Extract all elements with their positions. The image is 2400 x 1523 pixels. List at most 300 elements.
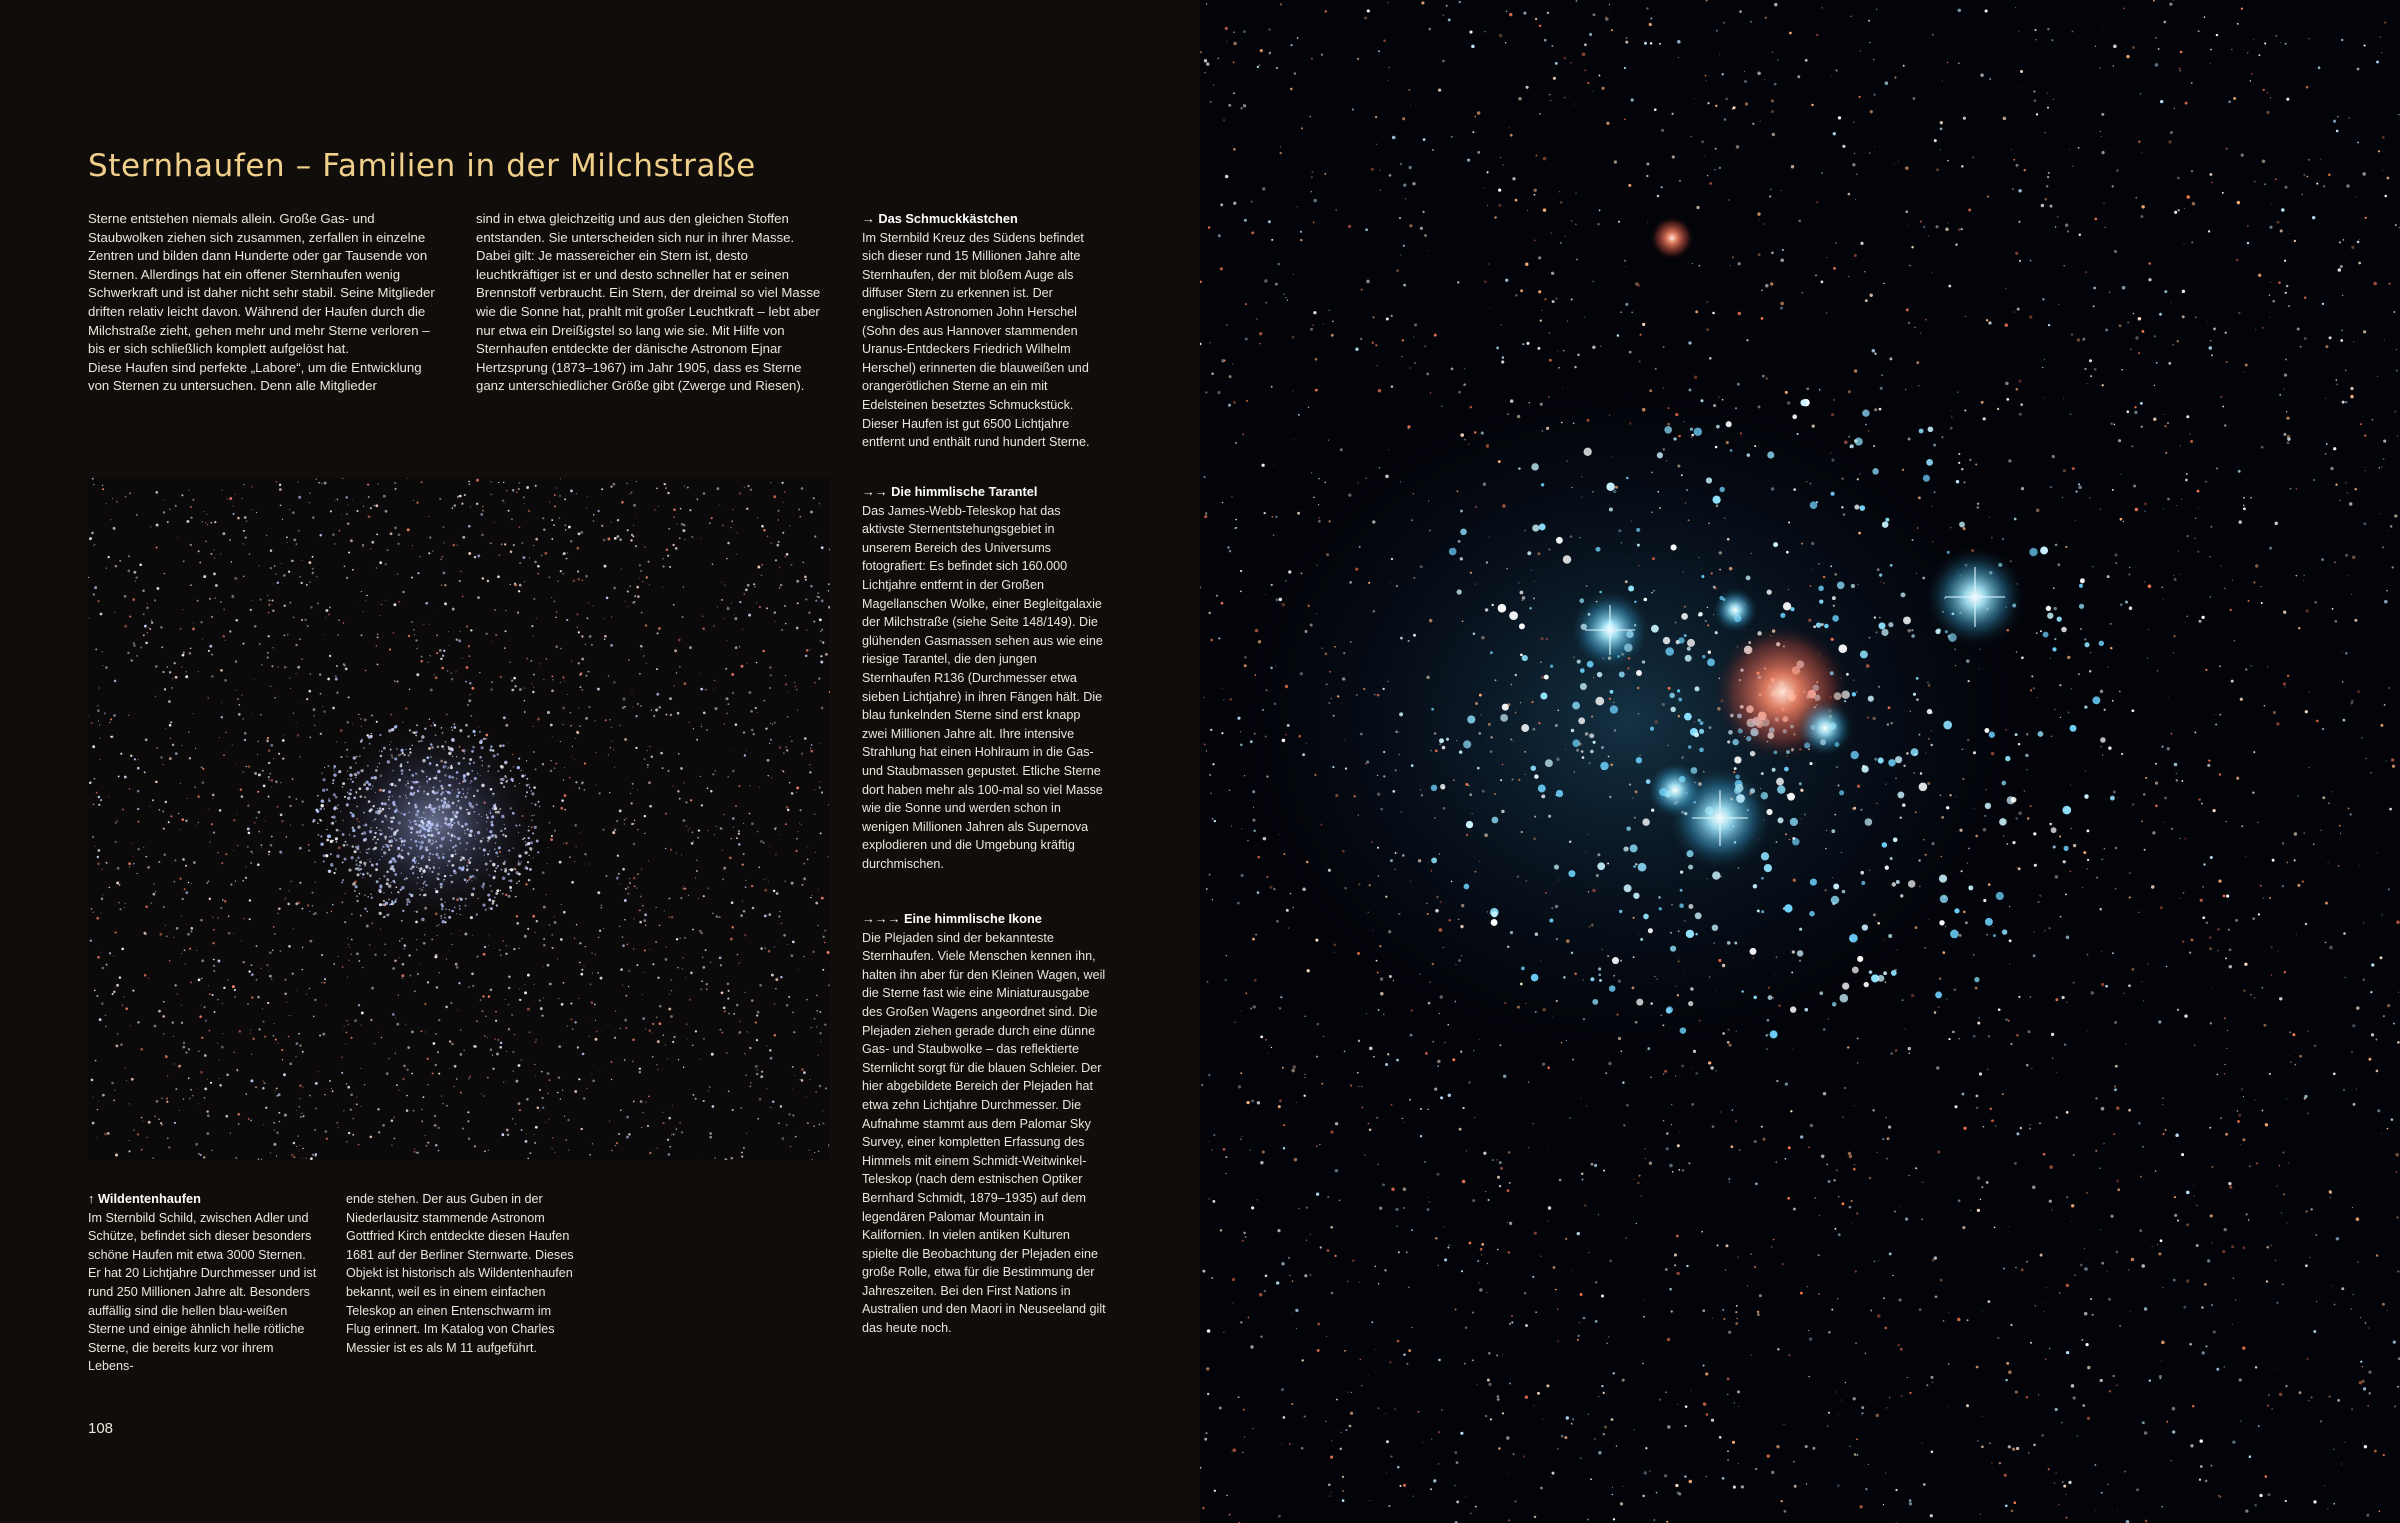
star [781, 629, 783, 631]
star [1556, 757, 1560, 761]
star [575, 738, 576, 739]
star [468, 655, 470, 657]
star [778, 915, 780, 917]
star [592, 973, 593, 974]
star [366, 595, 367, 596]
star [113, 527, 116, 530]
star [1679, 180, 1681, 182]
star [652, 963, 654, 965]
star [457, 497, 458, 498]
star [821, 599, 824, 602]
star [122, 1005, 123, 1006]
star [2384, 195, 2386, 197]
star [513, 677, 516, 680]
star [406, 1095, 407, 1096]
star [534, 984, 535, 985]
star [543, 938, 545, 940]
star [172, 1022, 174, 1024]
star [562, 982, 564, 984]
star [700, 673, 701, 674]
star [250, 1029, 251, 1030]
star [1970, 1210, 1971, 1211]
star [1750, 1253, 1751, 1254]
star [819, 787, 821, 789]
star [1656, 1492, 1658, 1494]
star [2114, 424, 2116, 426]
star [504, 502, 505, 503]
star [2260, 586, 2261, 587]
star [143, 932, 146, 935]
star [648, 781, 651, 784]
star [529, 1152, 531, 1154]
star [818, 889, 819, 890]
star [451, 933, 452, 934]
star [160, 756, 162, 758]
star [91, 532, 94, 535]
star [632, 707, 633, 708]
star [229, 539, 231, 541]
star [428, 552, 430, 554]
star [736, 837, 738, 839]
star [1243, 30, 1246, 33]
star [618, 873, 620, 875]
star [1526, 86, 1529, 89]
star [670, 1015, 673, 1018]
star [1254, 979, 1257, 982]
star [2340, 265, 2343, 268]
star [310, 1157, 313, 1160]
star [327, 678, 330, 681]
star [2020, 70, 2023, 73]
star [2164, 290, 2167, 293]
star [1892, 1275, 1893, 1276]
star [1507, 413, 1509, 415]
star [2206, 922, 2209, 925]
star [620, 1109, 621, 1110]
star [667, 492, 669, 494]
star [244, 732, 247, 735]
star [140, 646, 142, 648]
star [1939, 977, 1941, 979]
star [731, 838, 732, 839]
star [1280, 996, 1282, 998]
star [251, 973, 254, 976]
star [1206, 888, 1208, 890]
star [1342, 1499, 1345, 1502]
star [492, 1055, 493, 1056]
star [185, 1052, 187, 1054]
star [534, 561, 537, 564]
star [575, 781, 577, 783]
star [205, 541, 206, 542]
star [155, 491, 158, 494]
star [189, 585, 190, 586]
star [589, 864, 590, 865]
star [1946, 999, 1947, 1000]
star [665, 714, 667, 716]
star [1540, 1256, 1541, 1257]
star [1634, 1429, 1635, 1430]
star [2376, 1070, 2379, 1073]
star [658, 506, 659, 507]
intro-paragraph-1: Sterne entstehen niemals allein. Große Gas- und Staubwolken ziehen sich zusammen, zerfallen in einzelne Zentren und bilden dann Hunderte oder gar Tausende von Sternen. Allerdings hat ein offener Sternhaufen wenig Schwerkraft und ist daher nicht sehr stabil. Seine Mitglieder driften relativ leicht davon. Während der Haufen durch die Milchstraße zieht, gehen mehr und mehr Sterne verloren – bis er sich schließlich komplett aufgelöst hat. [88, 211, 435, 357]
star [226, 1115, 229, 1118]
star [296, 1110, 297, 1111]
star [2105, 985, 2108, 988]
star [2240, 698, 2243, 701]
star [1961, 870, 1963, 872]
star [233, 819, 236, 822]
star [1961, 165, 1963, 167]
star [2154, 385, 2155, 386]
star [95, 846, 96, 847]
star [1988, 1035, 1991, 1038]
star [640, 705, 642, 707]
star [774, 722, 776, 724]
star [821, 897, 824, 900]
star [608, 755, 609, 756]
star [1640, 755, 1641, 756]
star [338, 1127, 339, 1128]
star [2101, 113, 2104, 116]
star [1806, 387, 1809, 390]
star [1383, 751, 1385, 753]
star [1523, 1455, 1525, 1457]
star [384, 954, 386, 956]
star [2231, 1245, 2234, 1248]
star [1886, 1407, 1887, 1408]
star [1538, 256, 1541, 259]
star [512, 489, 515, 492]
star [2051, 736, 2053, 738]
star [269, 951, 272, 954]
star [1255, 629, 1258, 632]
star [1785, 1158, 1787, 1160]
star [362, 967, 363, 968]
star [472, 985, 474, 987]
star [1967, 863, 1968, 864]
star [96, 1137, 97, 1138]
star [257, 996, 260, 999]
star [2141, 821, 2143, 823]
star [262, 1080, 263, 1081]
star [585, 575, 588, 578]
star [254, 772, 257, 775]
star [258, 773, 261, 776]
star [514, 685, 516, 687]
star [526, 1133, 527, 1134]
star [719, 957, 722, 960]
star [2359, 1381, 2362, 1384]
star [145, 642, 148, 645]
star [2111, 1215, 2114, 1218]
star [790, 1146, 791, 1147]
star [2057, 563, 2060, 566]
star [612, 831, 615, 834]
star [2387, 1128, 2389, 1130]
star [543, 998, 544, 999]
star [531, 683, 532, 684]
star [814, 682, 815, 683]
star [228, 979, 229, 980]
star [1555, 1289, 1557, 1291]
star [129, 866, 130, 867]
star [639, 921, 642, 924]
star [668, 1153, 671, 1156]
star [761, 575, 763, 577]
star [518, 488, 520, 490]
star [578, 631, 580, 633]
star [1835, 242, 1837, 244]
star [132, 989, 134, 991]
star [184, 949, 186, 951]
star [1524, 530, 1526, 532]
star [455, 671, 457, 673]
star [715, 707, 718, 710]
star [243, 576, 244, 577]
star [261, 1159, 262, 1160]
star [775, 854, 777, 856]
star [201, 1037, 203, 1039]
star [417, 1152, 419, 1154]
star [291, 881, 292, 882]
star [819, 503, 820, 504]
star [2392, 765, 2395, 768]
star [299, 882, 301, 884]
star [577, 547, 580, 550]
star [2225, 1133, 2228, 1136]
star [122, 809, 124, 811]
star [270, 844, 273, 847]
star [2095, 218, 2098, 221]
star [257, 863, 260, 866]
star [219, 737, 220, 738]
star [1962, 778, 1964, 780]
star [1659, 43, 1661, 45]
star [560, 1098, 561, 1099]
star [1285, 297, 1286, 298]
star [819, 781, 820, 782]
star [325, 1004, 327, 1006]
star [2135, 336, 2138, 339]
star [772, 1100, 775, 1103]
star [650, 949, 651, 950]
star [151, 619, 153, 621]
star [1831, 413, 1834, 416]
star [376, 534, 378, 536]
star [2018, 867, 2021, 870]
star [293, 712, 294, 713]
star [2315, 1234, 2317, 1236]
star [2021, 1268, 2024, 1271]
star [1634, 817, 1636, 819]
star [792, 1114, 794, 1116]
star [755, 1022, 757, 1024]
star [220, 907, 222, 909]
star [793, 1031, 795, 1033]
star [699, 1059, 700, 1060]
star [2322, 796, 2325, 799]
star [656, 907, 657, 908]
star [214, 597, 216, 599]
star [1934, 1011, 1937, 1014]
star [313, 914, 314, 915]
star [2003, 117, 2007, 121]
star [592, 1143, 594, 1145]
star [812, 951, 815, 954]
star [591, 644, 593, 646]
star [603, 539, 606, 542]
star [1881, 374, 1883, 376]
star [696, 860, 697, 861]
star [1597, 853, 1600, 856]
star [1932, 34, 1934, 36]
star [2205, 1480, 2208, 1483]
star [1248, 1317, 1250, 1319]
star [279, 851, 282, 854]
star [519, 526, 521, 528]
star [427, 1142, 429, 1144]
star [738, 962, 740, 964]
star [727, 703, 729, 705]
star [1952, 1031, 1955, 1034]
star [1334, 646, 1336, 648]
star [679, 666, 681, 668]
star [2189, 434, 2190, 435]
star [1587, 1519, 1589, 1521]
star [1868, 430, 1869, 431]
star [415, 639, 417, 641]
star [2155, 1170, 2156, 1171]
star [289, 890, 290, 891]
star [611, 616, 612, 617]
star [309, 911, 310, 912]
star [282, 757, 284, 759]
star [633, 525, 634, 526]
star [242, 498, 243, 499]
star [2382, 170, 2383, 171]
star [819, 618, 822, 621]
star [519, 999, 521, 1001]
star [629, 878, 630, 879]
star [211, 823, 213, 825]
star [637, 829, 639, 831]
star [1448, 1094, 1451, 1097]
star [252, 1038, 254, 1040]
star [459, 631, 460, 632]
star [402, 978, 404, 980]
star [99, 1018, 102, 1021]
star [1240, 1138, 1242, 1140]
star [759, 606, 761, 608]
star [1413, 336, 1415, 338]
star [279, 1121, 280, 1122]
star [2163, 822, 2164, 823]
star [1337, 695, 1339, 697]
star [360, 1025, 361, 1026]
star [564, 1115, 565, 1116]
star [2262, 327, 2264, 329]
star [626, 1116, 629, 1119]
star [1873, 445, 1875, 447]
star [499, 554, 500, 555]
star [651, 756, 653, 758]
star [281, 820, 283, 822]
star [146, 1137, 148, 1139]
star [560, 570, 562, 572]
star [247, 827, 250, 830]
star [336, 741, 337, 742]
star [2218, 1495, 2220, 1497]
star [169, 508, 171, 510]
star [97, 856, 99, 858]
star [2128, 984, 2131, 987]
star [2185, 102, 2188, 105]
star [1311, 171, 1313, 173]
star [2164, 797, 2167, 800]
star [563, 779, 564, 780]
star [725, 668, 727, 670]
star [439, 1073, 441, 1075]
star [1666, 1147, 1669, 1150]
star [220, 669, 223, 672]
star [1385, 1063, 1388, 1066]
star [700, 776, 701, 777]
star [2141, 330, 2144, 333]
star [639, 1067, 641, 1069]
star [1650, 42, 1652, 44]
star [411, 621, 413, 623]
star [368, 496, 370, 498]
star [350, 539, 353, 542]
star [1607, 955, 1609, 957]
star [710, 961, 712, 963]
star [483, 1095, 485, 1097]
star [499, 1046, 502, 1049]
star [351, 954, 352, 955]
star [162, 671, 164, 673]
star [564, 498, 566, 500]
star [643, 919, 646, 922]
star [309, 561, 312, 564]
star [568, 1150, 569, 1151]
star [458, 982, 460, 984]
star [343, 1110, 344, 1111]
star [627, 944, 628, 945]
star [347, 938, 348, 939]
star [219, 1078, 220, 1079]
star [280, 813, 283, 816]
star [1950, 427, 1953, 430]
star [468, 699, 471, 702]
star [613, 587, 616, 590]
star [1207, 1393, 1209, 1395]
star [108, 556, 110, 558]
star [2048, 172, 2050, 174]
star [408, 635, 410, 637]
star [434, 1115, 437, 1118]
star [470, 506, 471, 507]
star [745, 886, 747, 888]
star [1577, 1339, 1579, 1341]
star [142, 1120, 143, 1121]
star [113, 1099, 115, 1101]
star [2095, 1097, 2098, 1100]
star [2245, 363, 2248, 366]
star [264, 820, 265, 821]
star [1477, 151, 1480, 154]
star [1293, 1065, 1297, 1069]
